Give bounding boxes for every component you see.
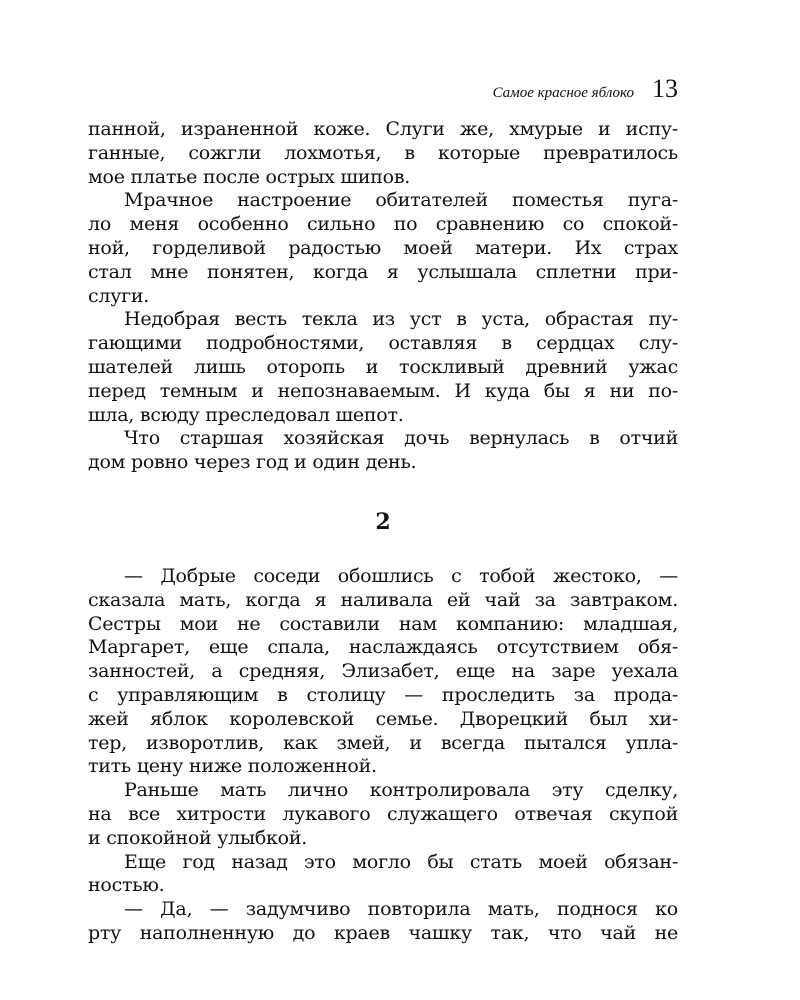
text-line: Что старшая хозяйская дочь вернулась в отчий: [124, 427, 678, 450]
text-line: тер, изворотлив, как змей, и всегда пытался упла-: [88, 731, 678, 754]
text-line: Маргарет, еще спала, наслаждаясь отсутствием обя-: [88, 636, 678, 659]
text-line: ло меня особенно сильно по сравнению со спокой-: [88, 213, 678, 236]
text-line: Раньше мать лично контролировала эту сделку,: [124, 779, 678, 802]
text-line: шателей лишь оторопь и тоскливый древний ужас: [88, 355, 678, 378]
text-line: рту наполненную до краев чашку так, что чай не: [88, 921, 678, 944]
text-line: занностей, а средняя, Элизабет, еще на заре уехала: [88, 660, 678, 683]
text-line: — Добрые соседи обошлись с тобой жестоко, —: [124, 564, 678, 587]
chapter-number: 2: [375, 508, 391, 535]
text-line: Сестры мои не составили нам компанию: младшая,: [88, 612, 678, 635]
text-line: на все хитрости лукавого служащего отвечая скупой: [88, 802, 678, 825]
text-line: гающими подробностями, оставляя в сердцах слу-: [88, 332, 678, 355]
text-line: Недобрая весть текла из уст в уста, обрастая пу-: [124, 308, 678, 331]
text-line: тить цену ниже положенной.: [88, 755, 377, 778]
text-line: ностью.: [88, 874, 165, 897]
text-line: шла, всюду преследовал шепот.: [88, 403, 404, 426]
text-line: Мрачное настроение обитателей поместья пуга-: [124, 189, 678, 212]
text-line: стал мне понятен, когда я услышала сплетни при-: [88, 260, 678, 283]
running-title: Самое красное яблоко: [492, 85, 634, 101]
text-line: перед темным и непознаваемым. И куда бы я ни по-: [88, 379, 678, 402]
text-line: жей яблок королевской семье. Дворецкий был хи-: [88, 707, 678, 730]
page-number: 13: [652, 74, 678, 103]
text-line: сказала мать, когда я наливала ей чай за завтраком.: [88, 588, 678, 611]
book-page: [88, 74, 678, 946]
text-line: слуги.: [88, 284, 150, 307]
text-section-2: [88, 565, 678, 946]
text-line: с управляющим в столицу — проследить за прода-: [88, 683, 678, 706]
running-head: [88, 74, 678, 108]
text-line: панной, израненной коже. Слуги же, хмурые и испу-: [88, 118, 678, 140]
text-section-1: [88, 118, 678, 475]
text-line: дом ровно через год и один день.: [88, 451, 417, 474]
text-line: ной, горделивой радостью моей матери. Их страх: [88, 236, 678, 259]
text-line: ганные, сожгли лохмотья, в которые превратилось: [88, 141, 678, 164]
text-line: мое платье после острых шипов.: [88, 165, 411, 188]
text-line: и спокойной улыбкой.: [88, 826, 308, 849]
text-line: — Да, — задумчиво повторила мать, поднося ко: [124, 898, 678, 921]
text-line: Еще год назад это могло бы стать моей обязан-: [124, 850, 678, 873]
